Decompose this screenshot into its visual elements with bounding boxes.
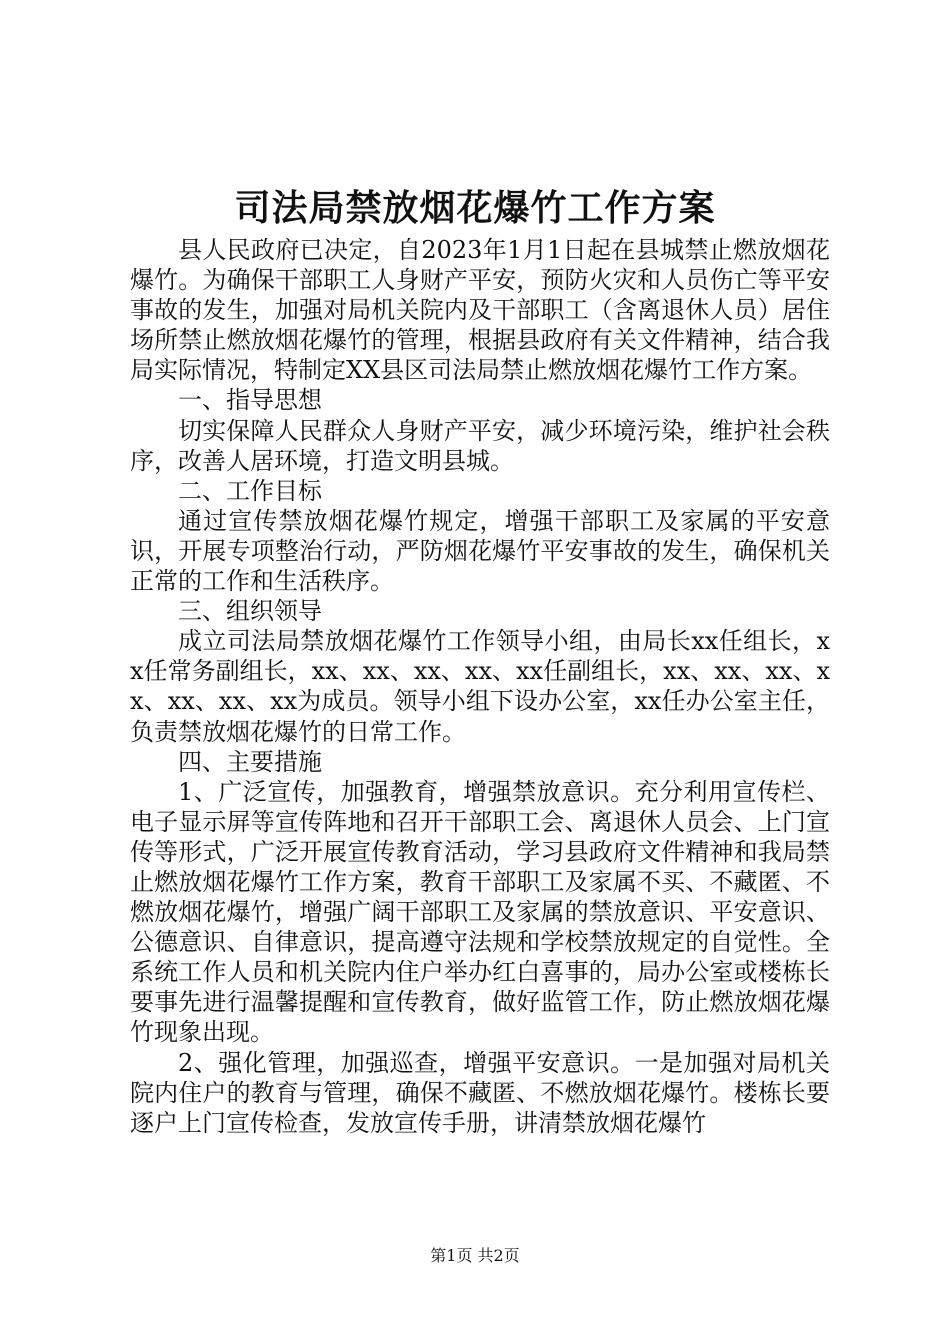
document-body: [130, 235, 830, 1138]
heading-organization: 三、组织领导: [178, 597, 322, 626]
page-title: 司法局禁放烟花爆竹工作方案: [234, 187, 716, 229]
page-number-footer: 第1页 共2页: [430, 1246, 520, 1265]
paragraph-organization: 成立司法局禁放烟花爆竹工作领导小组，由局长xx任组长，xx任常务副组长，xx、xx、xx、xx、xx任副组长，xx、xx、xx、xx、xx、xx、xx为成员。领导小组下设办公室，xx任办公室主任，负责禁放烟花爆竹的日常工作。: [130, 627, 830, 746]
paragraph-measure-1: 1、广泛宣传，加强教育，增强禁放意识。充分利用宣传栏、电子显示屏等宣传阵地和召开干部职工会、离退休人员会、上门宣传等形式，广泛开展宣传教育活动，学习县政府文件精神和我局禁止燃放烟花爆竹工作方案，教育干部职工及家属不买、不藏匿、不燃放烟花爆竹，增强广阔干部职工及家属的禁放意识、平安意识、公德意识、自律意识，提高遵守法规和学校禁放规定的自觉性。全系统工作人员和机关院内住户举办红白喜事的，局办公室或楼栋长要事先进行温馨提醒和宣传教育，做好监管工作，防止燃放烟花爆竹现象出现。: [130, 777, 830, 1047]
heading-guiding-ideology: 一、指导思想: [178, 386, 322, 415]
paragraph-measure-2: 2、强化管理，加强巡查，增强平安意识。一是加强对局机关院内住户的教育与管理，确保不藏匿、不燃放烟花爆竹。楼栋长要逐户上门宣传检查，发放宣传手册，讲清禁放烟花爆竹: [130, 1048, 830, 1137]
paragraph-guiding-ideology: 切实保障人民群众人身财产平安，减少环境污染，维护社会秩序，改善人居环境，打造文明县城。: [130, 416, 830, 475]
heading-work-goals: 二、工作目标: [178, 476, 322, 505]
paragraph-intro: 县人民政府已决定，自2023年1月1日起在县城禁止燃放烟花爆竹。为确保干部职工人身财产平安，预防火灾和人员伤亡等平安事故的发生，加强对局机关院内及干部职工（含离退休人员）居住场所禁止燃放烟花爆竹的管理，根据县政府有关文件精神，结合我局实际情况，特制定XX县区司法局禁止燃放烟花爆竹工作方案。: [130, 236, 830, 385]
paragraph-work-goals: 通过宣传禁放烟花爆竹规定，增强干部职工及家属的平安意识，开展专项整治行动，严防烟花爆竹平安事故的发生，确保机关正常的工作和生活秩序。: [130, 506, 830, 596]
heading-main-measures: 四、主要措施: [178, 747, 322, 776]
